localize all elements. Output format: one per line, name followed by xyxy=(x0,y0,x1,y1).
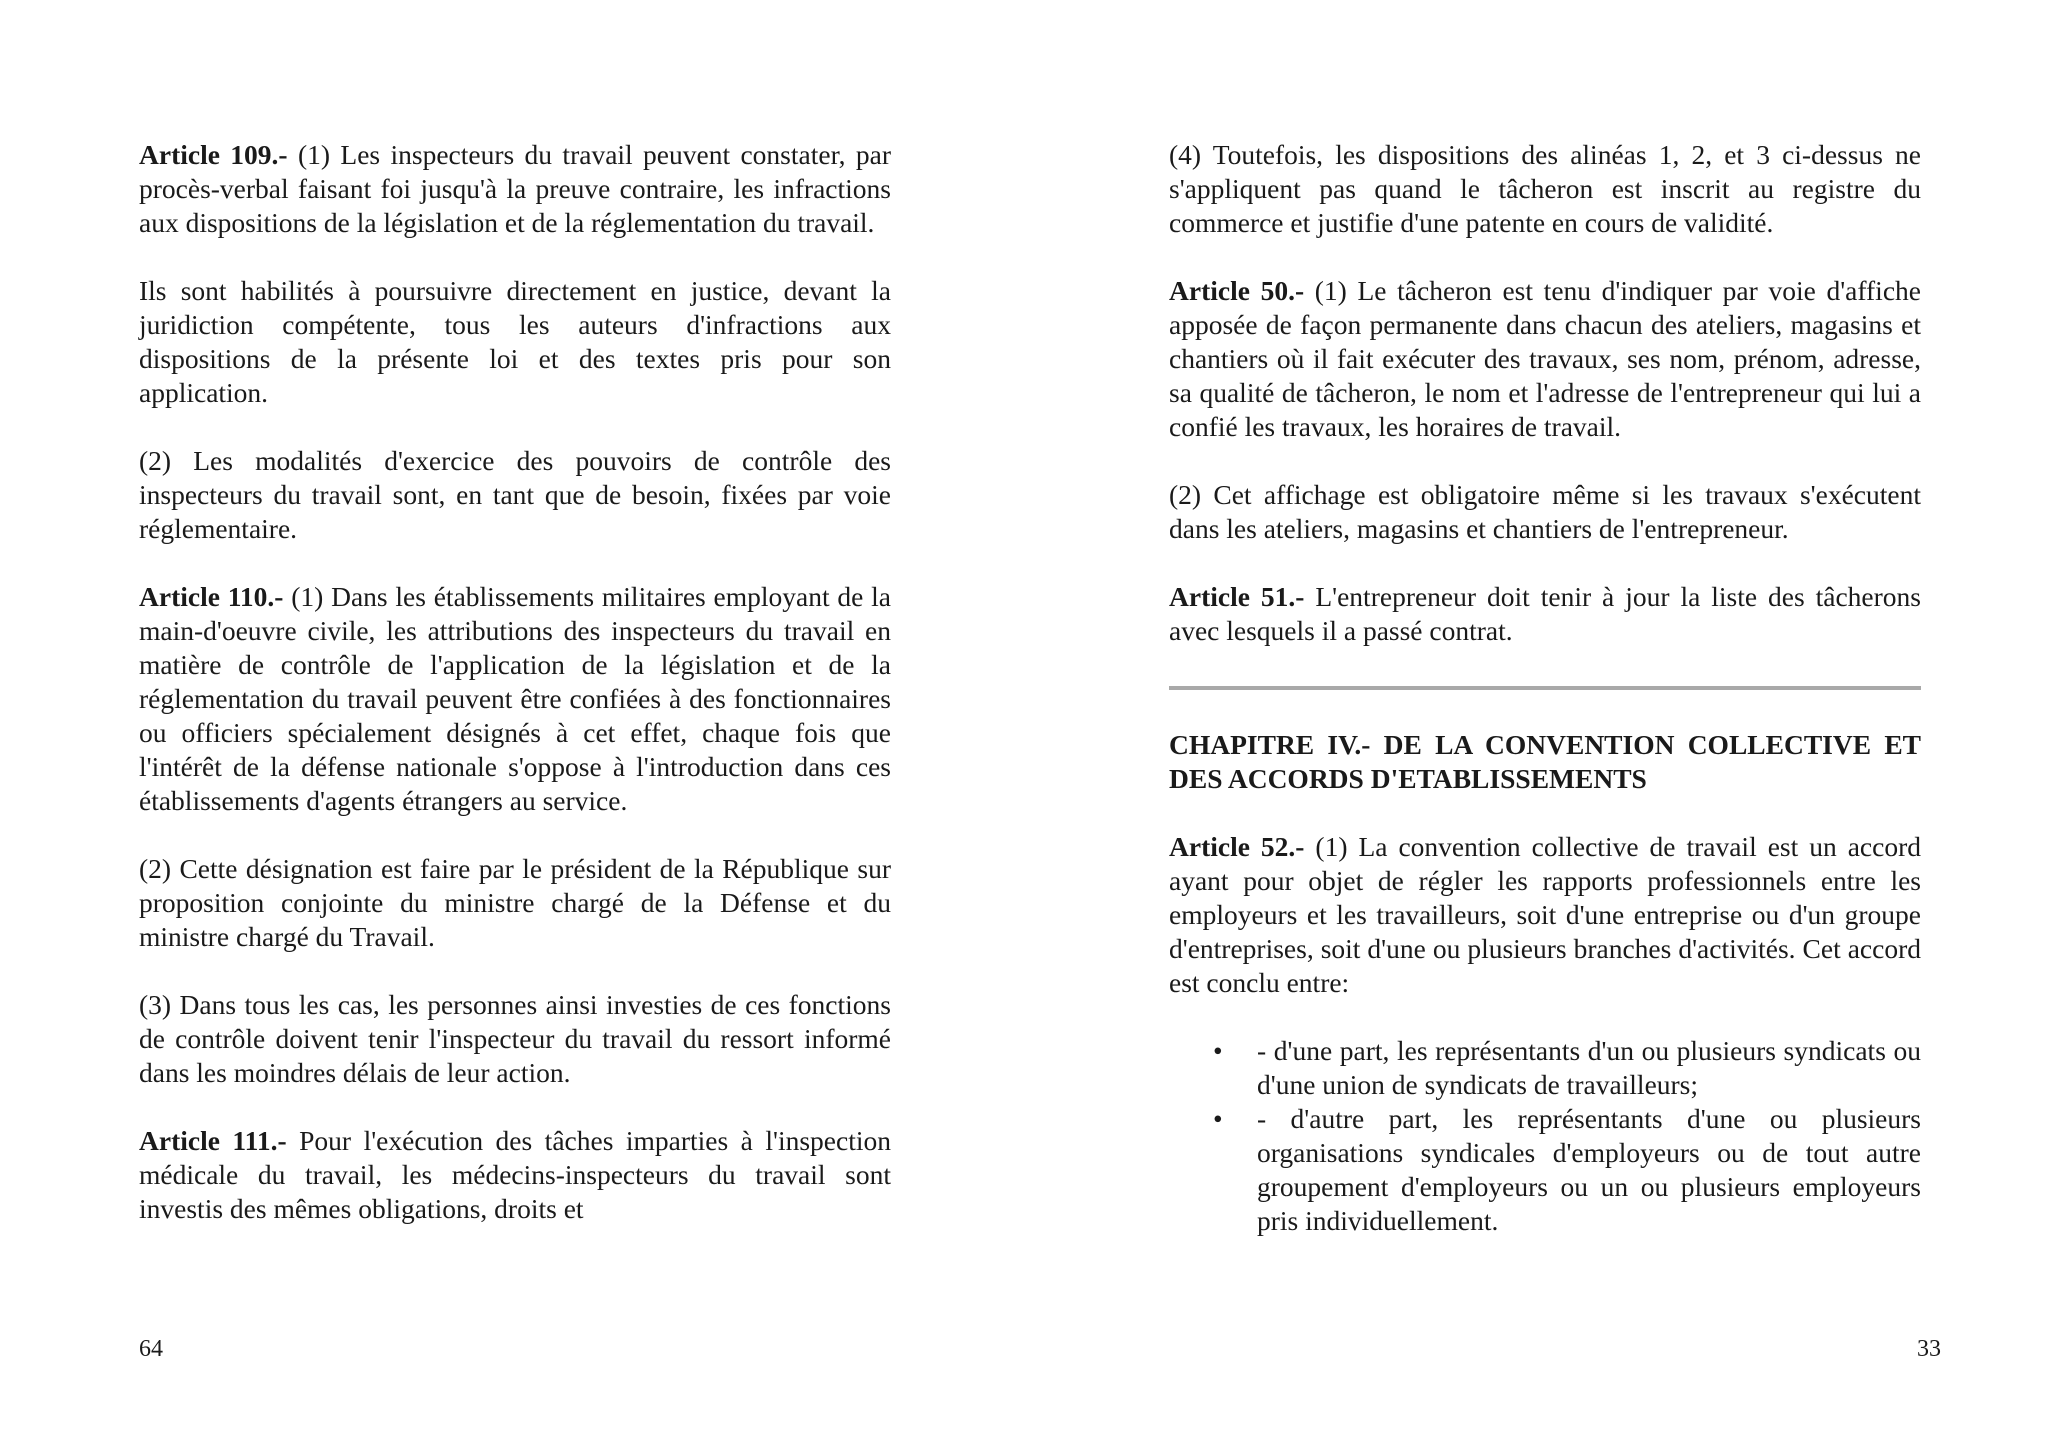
article-51-label: Article 51.- xyxy=(1169,581,1305,612)
article-52-paragraph xyxy=(1169,830,1921,1000)
article-111-text: Pour l'exécution des tâches imparties à l'inspection médicale du travail, les médecins-inspecteurs du travail sont investis des mêmes obligations, droits et xyxy=(139,1125,892,1224)
article-110-paragraph xyxy=(139,580,891,818)
article-49-text-4: (4) Toutefois, les dispositions des alinéas 1, 2, et 3 ci-dessus ne s'appliquent pas quand le tâcheron est inscrit au registre du commerce et justifie d'une patente en cours de validité. xyxy=(1169,139,1921,238)
section-divider xyxy=(1169,686,1921,690)
article-110-label: Article 110.- xyxy=(139,581,284,612)
article-51-text: L'entrepreneur doit tenir à jour la liste des tâcherons avec lesquels il a passé contrat. xyxy=(1169,581,1921,646)
page-number-right: 33 xyxy=(1917,1336,1941,1362)
article-110-text-3: (3) Dans tous les cas, les personnes ainsi investies de ces fonctions de contrôle doivent tenir l'inspecteur du travail du ressort informé dans les moindres délais de leur action. xyxy=(139,989,891,1088)
chapter-title: CHAPITRE IV.- DE LA CONVENTION COLLECTIVE ET DES ACCORDS D'ETABLISSEMENTS xyxy=(1169,729,1921,794)
article-50-text-2: (2) Cet affichage est obligatoire même si les travaux s'exécutent dans les ateliers, magasins et chantiers de l'entrepreneur. xyxy=(1169,479,1921,544)
list-item xyxy=(1169,1034,1921,1102)
article-109-text-2: Ils sont habilités à poursuivre directement en justice, devant la juridiction compétente, tous les auteurs d'infractions aux dispositions de la présente loi et des textes pris pour son application. xyxy=(139,275,891,408)
article-110-text-2: (2) Cette désignation est faire par le président de la République sur proposition conjointe du ministre chargé de la Défense et du ministre chargé du Travail. xyxy=(139,853,891,952)
right-page-column xyxy=(1169,138,1921,1238)
article-50-text: (1) Le tâcheron est tenu d'indiquer par voie d'affiche apposée de façon permanente dans chacun des ateliers, magasins et chantiers où il fait exécuter des travaux, ses nom, prénom, adresse, sa qualité de tâcheron, le nom et l'adresse de l'entrepreneur qui lui a confié les travaux, les horaires de travail. xyxy=(1169,275,1921,442)
article-52-label: Article 52.- xyxy=(1169,831,1305,862)
left-page-column xyxy=(139,138,891,1260)
article-111-label: Article 111.- xyxy=(139,1125,287,1156)
article-51-paragraph xyxy=(1169,580,1921,648)
right-page xyxy=(1024,0,2048,1447)
article-49-paragraph-4 xyxy=(1169,138,1921,240)
article-109-text: (1) Les inspecteurs du travail peuvent constater, par procès-verbal faisant foi jusqu'à la preuve contraire, les infractions aux dispositions de la législation et de la réglementation du travail. xyxy=(139,139,891,238)
bullet-icon: • xyxy=(1213,1103,1223,1134)
bullet-text: - d'autre part, les représentants d'une ou plusieurs organisations syndicales d'employeurs ou de tout autre groupement d'employeurs ou un ou plusieurs employeurs pris individuellement. xyxy=(1257,1103,1921,1236)
article-50-label: Article 50.- xyxy=(1169,275,1305,306)
article-50-paragraph-2 xyxy=(1169,478,1921,546)
bullet-icon: • xyxy=(1213,1035,1223,1066)
article-109-paragraph-2 xyxy=(139,274,891,410)
page-number-left: 64 xyxy=(139,1336,163,1362)
article-109-paragraph xyxy=(139,138,891,240)
article-109-paragraph-3 xyxy=(139,444,891,546)
article-52-text: (1) La convention collective de travail est un accord ayant pour objet de régler les rapports professionnels entre les employeurs et les travailleurs, soit d'une entreprise ou d'un groupe d'entreprises, soit d'une ou plusieurs branches d'activités. Cet accord est conclu entre: xyxy=(1169,831,1921,998)
article-50-paragraph xyxy=(1169,274,1921,444)
article-110-paragraph-2 xyxy=(139,852,891,954)
list-item xyxy=(1169,1102,1921,1238)
article-110-text: (1) Dans les établissements militaires employant de la main-d'oeuvre civile, les attributions des inspecteurs du travail en matière de contrôle de l'application de la législation et de la réglementation du travail peuvent être confiées à des fonctionnaires ou officiers spécialement désignés à cet effet, chaque fois que l'intérêt de la défense nationale s'oppose à l'introduction dans ces établissements d'agents étrangers au service. xyxy=(139,581,891,816)
article-111-paragraph xyxy=(139,1124,891,1226)
article-110-paragraph-3 xyxy=(139,988,891,1090)
article-109-text-3: (2) Les modalités d'exercice des pouvoirs de contrôle des inspecteurs du travail sont, en tant que de besoin, fixées par voie réglementaire. xyxy=(139,445,891,544)
article-109-label: Article 109.- xyxy=(139,139,288,170)
article-52-bullet-list xyxy=(1169,1034,1921,1238)
bullet-text: - d'une part, les représentants d'un ou plusieurs syndicats ou d'une union de syndicats de travailleurs; xyxy=(1257,1035,1921,1100)
